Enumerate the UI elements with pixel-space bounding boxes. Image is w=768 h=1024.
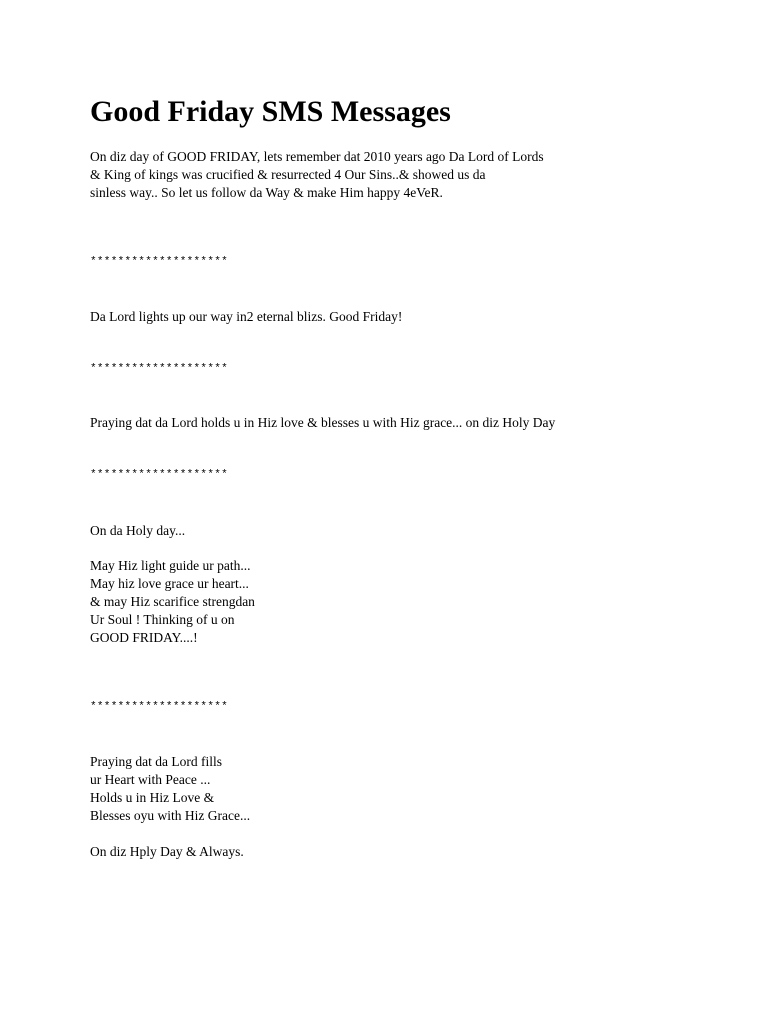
message-text: Praying dat da Lord holds u in Hiz love & blesses u with Hiz grace... on diz Holy Day [90,415,556,430]
page-title: Good Friday SMS Messages [90,95,451,128]
message-line: ur Heart with Peace ... [90,772,211,787]
message-line: Holds u in Hiz Love & [90,790,215,805]
message-line: GOOD FRIDAY....! [90,630,198,645]
intro-line: & King of kings was crucified & resurrected 4 Our Sins..& showed us da [90,167,486,182]
separator: ******************** [90,363,229,375]
message-line: May Hiz light guide ur path... [90,558,251,573]
message-line: Blesses oyu with Hiz Grace... [90,808,251,823]
message-text: Da Lord lights up our way in2 eternal blizs. Good Friday! [90,309,403,324]
message-line: & may Hiz scarifice strengdan [90,594,255,609]
intro-line: On diz day of GOOD FRIDAY, lets remember dat 2010 years ago Da Lord of Lords [90,149,544,164]
message-line: On da Holy day... [90,523,186,538]
separator: ******************** [90,701,229,713]
separator: ******************** [90,469,229,481]
message-line: May hiz love grace ur heart... [90,576,249,591]
message-line: Ur Soul ! Thinking of u on [90,612,235,627]
intro-line: sinless way.. So let us follow da Way & make Him happy 4eVeR. [90,185,443,200]
message-line: On diz Hply Day & Always. [90,844,244,859]
message-line: Praying dat da Lord fills [90,754,222,769]
separator: ******************** [90,256,229,268]
